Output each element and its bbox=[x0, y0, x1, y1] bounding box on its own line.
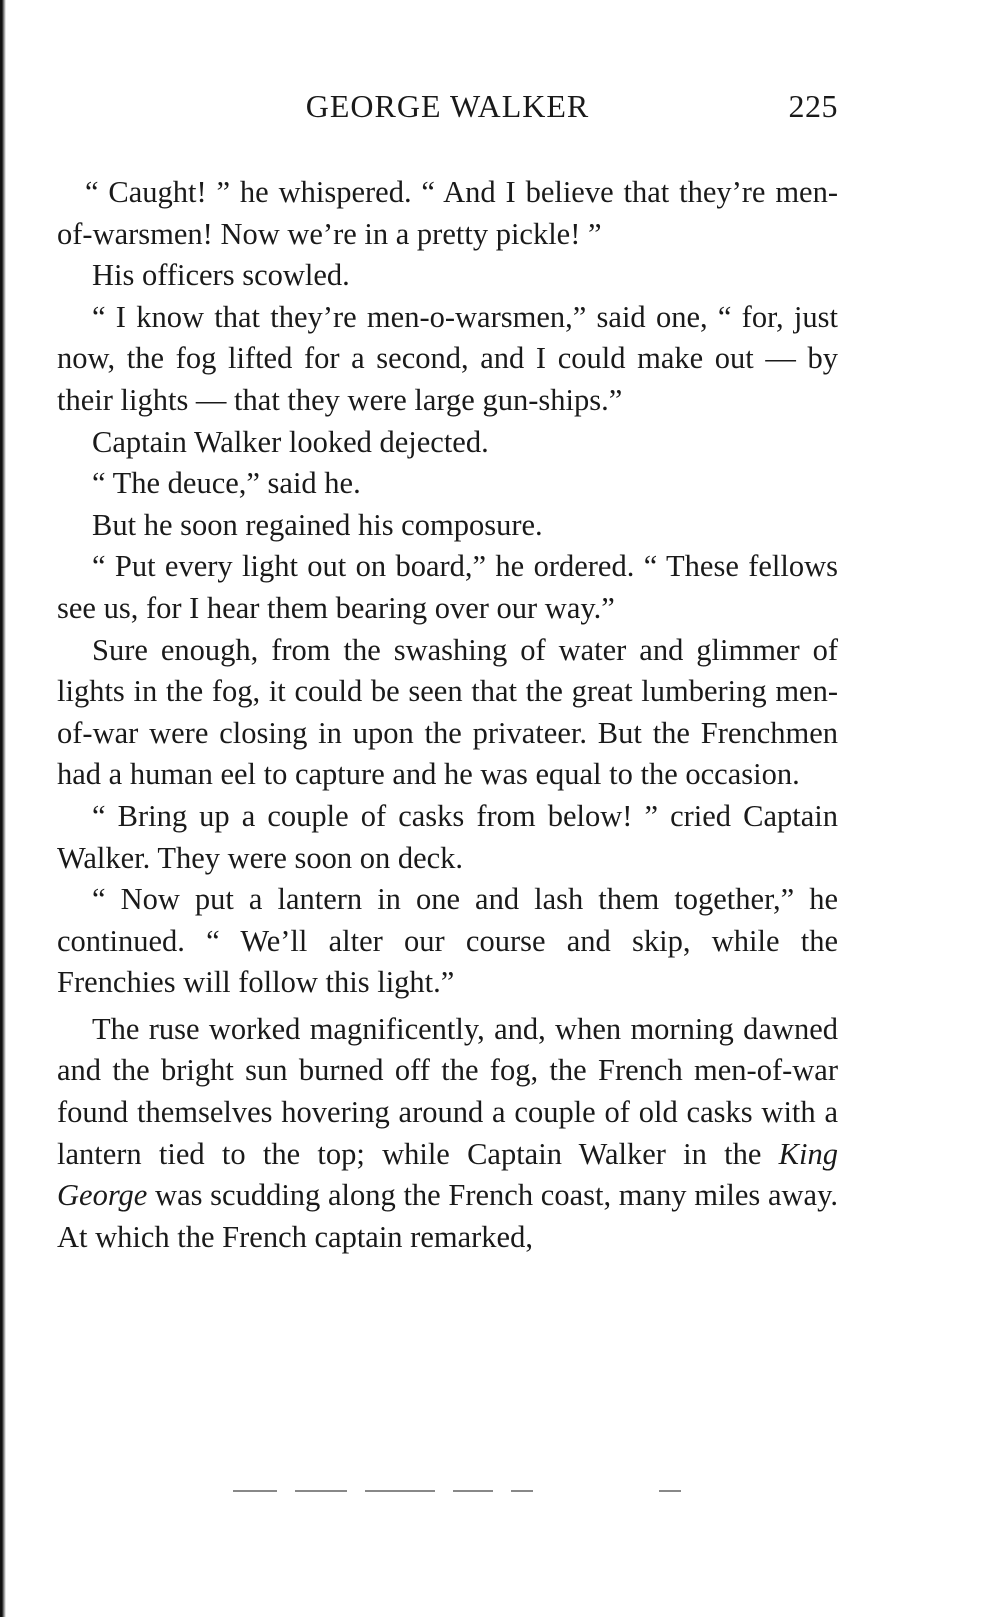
paragraph: “ The deuce,” said he. bbox=[92, 466, 361, 501]
bleed-mark bbox=[365, 1490, 435, 1492]
paragraph: “ Put every light out on board,” he ordered. “ These fellows see us, for I hear them bearing over our way.” bbox=[57, 549, 838, 625]
ship-name: King George bbox=[57, 1136, 838, 1213]
bleed-mark bbox=[659, 1490, 681, 1492]
running-title: GEORGE WALKER bbox=[305, 88, 590, 124]
book-page bbox=[57, 84, 838, 1258]
paragraph: Sure enough, from the swashing of water and glimmer of lights in the fog, it could be seen that the great lumbering men-of-war were closing in upon the privateer. But the Frenchmen had a human eel to capture and he was equal to the occasion. bbox=[57, 632, 838, 792]
bleed-through-marks bbox=[233, 1488, 743, 1494]
binding-edge bbox=[0, 0, 6, 1617]
paragraph-final bbox=[57, 1009, 838, 1259]
paragraph: But he soon regained his composure. bbox=[92, 507, 543, 542]
paragraph: “ Bring up a couple of casks from below! ” cried Captain Walker. They were soon on deck. bbox=[57, 798, 838, 875]
paragraph: Captain Walker looked dejected. bbox=[92, 424, 489, 459]
page-number: 225 bbox=[788, 88, 838, 124]
bleed-mark bbox=[233, 1490, 277, 1492]
paragraph: “ Now put a lantern in one and lash them together,” he continued. “ We’ll alter our course and skip, while the Frenchies will follow this light.” bbox=[57, 882, 838, 1000]
bleed-mark bbox=[295, 1490, 347, 1492]
running-head bbox=[57, 84, 838, 134]
bleed-mark bbox=[511, 1490, 533, 1492]
bleed-mark bbox=[453, 1490, 493, 1492]
paragraph: “ I know that they’re men-o-warsmen,” said one, “ for, just now, the fog lifted for a second, and I could make out — by their lights — that they were large gun-ships.” bbox=[57, 299, 838, 417]
body-text bbox=[57, 172, 838, 1258]
paragraph-final-start: The ruse worked magnificently, and, when morning dawned and the bright sun burned off the fog, the French men-of-war found themselves hovering around a couple of old casks with a lantern tied to the top; while Captain Walker in the bbox=[57, 1011, 838, 1171]
paragraph: “ Caught! ” he whispered. “ And I believe that they’re men-of-warsmen! Now we’re in a pretty pickle! ” bbox=[57, 175, 838, 251]
paragraph: His officers scowled. bbox=[92, 258, 350, 293]
paragraph-final-end: was scudding along the French coast, many miles away. At which the French captain remarked, bbox=[57, 1178, 838, 1254]
